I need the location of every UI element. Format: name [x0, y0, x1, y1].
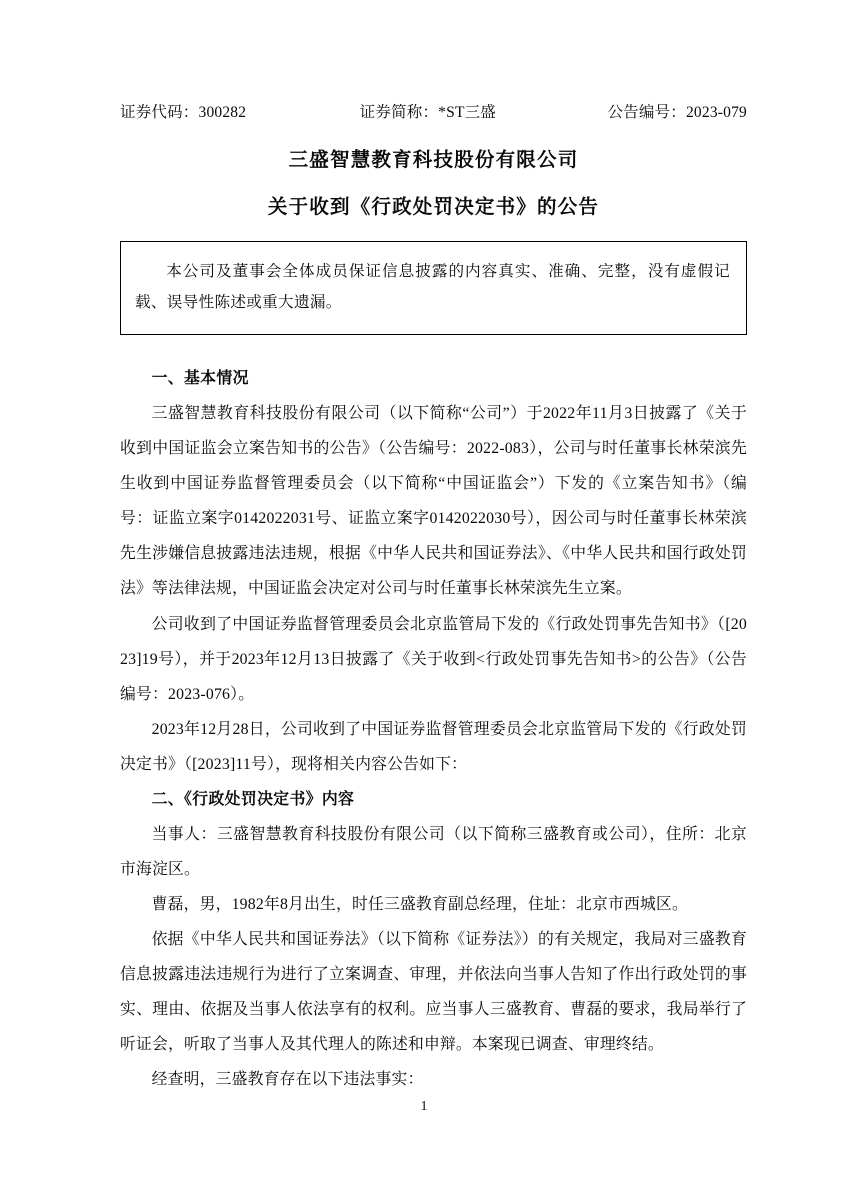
- paragraph: 2023年12月28日，公司收到了中国证券监督管理委员会北京监管局下发的《行政处罚决定书》（[2023]11号），现将相关内容公告如下：: [120, 720, 747, 773]
- paragraph: 曹磊，男，1982年8月出生，时任三盛教育副总经理，住址：北京市西城区。: [151, 896, 688, 913]
- disclaimer-text: 本公司及董事会全体成员保证信息披露的内容真实、准确、完整，没有虚假记载、误导性陈述或重大遗漏。: [135, 262, 730, 311]
- paragraph: 三盛智慧教育科技股份有限公司（以下简称“公司”）于2022年11月3日披露了《关于收到中国证监会立案告知书的公告》（公告编号：2022-083），公司与时任董事长林荣滨先生收到中国证券监督管理委员会（以下简称“中国证监会”）下发的《立案告知书》（编号：证监立案字0142022031号、证监立案字0142022030号），因公司与时任董事长林荣滨先生涉嫌信息披露违法违规，根据《中华人民共和国证券法》、《中华人民共和国行政处罚法》等法律法规，中国证监会决定对公司与时任董事长林荣滨先生立案。: [120, 405, 747, 598]
- section-penalty-decision-content: [120, 782, 747, 1098]
- announcement-title: 关于收到《行政处罚决定书》的公告: [267, 197, 600, 219]
- disclaimer-box: [120, 241, 747, 335]
- section-heading: 一、基本情况: [151, 370, 249, 388]
- announcement-number: 公告编号：2023-079: [607, 104, 747, 121]
- security-code: 证券代码：300282: [120, 104, 247, 121]
- paragraph: 依据《中华人民共和国证券法》（以下简称《证券法》）的有关规定，我局对三盛教育信息披露违法违规行为进行了立案调查、审理，并依法向当事人告知了作出行政处罚的事实、理由、依据及当事人依法享有的权利。应当事人三盛教育、曹磊的要求，我局举行了听证会，听取了当事人及其代理人的陈述和申辩。本案现已调查、审理终结。: [120, 931, 747, 1054]
- paragraph: 公司收到了中国证券监督管理委员会北京监管局下发的《行政处罚事先告知书》（[2023]19号），并于2023年12月13日披露了《关于收到<行政处罚事先告知书>的公告》（公告编号：2023-076）。: [120, 615, 747, 703]
- company-name-title: 三盛智慧教育科技股份有限公司: [288, 150, 579, 171]
- title-block: [120, 148, 747, 221]
- section-basic-situation: [120, 361, 747, 782]
- security-abbreviation: 证券简称：*ST三盛: [359, 104, 497, 121]
- section-heading: 二、《行政处罚决定书》内容: [151, 790, 355, 808]
- paragraph: 当事人：三盛智慧教育科技股份有限公司（以下简称三盛教育或公司），住所：北京市海淀区。: [120, 825, 747, 878]
- document-header: [120, 100, 747, 122]
- paragraph: 经查明，三盛教育存在以下违法事实：: [151, 1071, 424, 1089]
- page-number: 1: [420, 1098, 428, 1113]
